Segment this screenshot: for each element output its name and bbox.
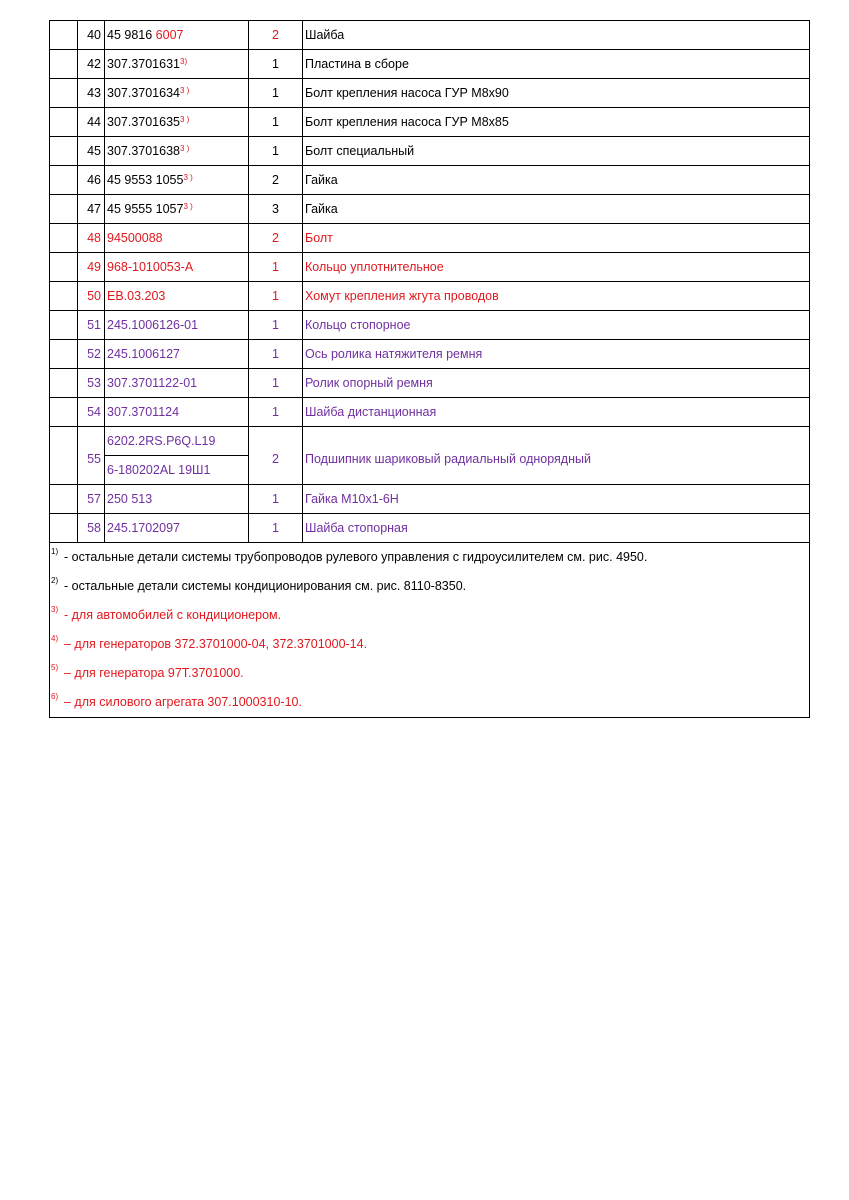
footnote-mark: 4) bbox=[51, 634, 59, 643]
spacer-cell bbox=[50, 108, 78, 137]
spacer-cell bbox=[50, 50, 78, 79]
footnote-text: – для генератора 97Т.3701000. bbox=[64, 666, 244, 680]
position-number: 58 bbox=[87, 521, 101, 535]
table-row bbox=[50, 369, 810, 398]
position-number: 55 bbox=[87, 451, 101, 466]
position-cell bbox=[78, 485, 105, 514]
table-row bbox=[50, 398, 810, 427]
quantity-cell: 1 bbox=[249, 137, 303, 166]
footnote-text: - остальные детали системы кондиционирования см. рис. 8110-8350. bbox=[64, 579, 467, 593]
part-number-cell bbox=[105, 50, 249, 79]
table-row bbox=[50, 282, 810, 311]
table-row bbox=[50, 485, 810, 514]
footnote-text: – для силового агрегата 307.1000310-10. bbox=[64, 695, 302, 709]
spacer-cell bbox=[50, 195, 78, 224]
position-cell bbox=[78, 79, 105, 108]
position-cell bbox=[78, 21, 105, 50]
parts-table bbox=[49, 20, 810, 543]
part-number-cell bbox=[105, 195, 249, 224]
part-number-cell bbox=[105, 108, 249, 137]
quantity-cell: 1 bbox=[249, 282, 303, 311]
part-number-cell: EB.03.203 bbox=[105, 282, 249, 311]
footnote-mark: 3 ) bbox=[180, 144, 190, 153]
position-number: 54 bbox=[87, 405, 101, 419]
part-number: 307.3701631 bbox=[107, 57, 180, 71]
footnote-mark: 2) bbox=[51, 576, 59, 585]
part-number-cell: 245.1006127 bbox=[105, 340, 249, 369]
footnote bbox=[50, 543, 809, 572]
footnote bbox=[50, 688, 809, 717]
position-number: 48 bbox=[87, 231, 101, 245]
quantity-cell: 1 bbox=[249, 311, 303, 340]
spacer-cell bbox=[50, 253, 78, 282]
position-cell bbox=[78, 195, 105, 224]
part-number-cell: 94500088 bbox=[105, 224, 249, 253]
table-row bbox=[50, 50, 810, 79]
part-number-suffix: 6007 bbox=[155, 28, 184, 42]
table-row bbox=[50, 311, 810, 340]
part-number-cell bbox=[105, 21, 249, 50]
quantity-cell: 2 bbox=[249, 21, 303, 50]
part-number-cell: 968-1010053-А bbox=[105, 253, 249, 282]
spacer-cell bbox=[50, 427, 78, 485]
footnote-text: - остальные детали системы трубопроводов рулевого управления с гидроусилителем см. рис. 4950. bbox=[64, 550, 648, 564]
part-name-cell: Гайка bbox=[303, 195, 810, 224]
part-name-cell: Кольцо уплотнительное bbox=[303, 253, 810, 282]
part-number-cell: 250 513 bbox=[105, 485, 249, 514]
part-number: 307.3701635 bbox=[107, 115, 180, 129]
spacer-cell bbox=[50, 311, 78, 340]
footnote-mark: 3 ) bbox=[183, 202, 193, 211]
position-number: 50 bbox=[87, 289, 101, 303]
spacer-cell bbox=[50, 79, 78, 108]
quantity-cell: 1 bbox=[249, 253, 303, 282]
position-cell bbox=[78, 311, 105, 340]
footnote-mark: 5) bbox=[51, 663, 59, 672]
part-number-cell: 307.3701124 bbox=[105, 398, 249, 427]
position-number: 40 bbox=[87, 28, 101, 42]
part-number: 307.3701638 bbox=[107, 144, 180, 158]
footnote bbox=[50, 601, 809, 630]
footnote-mark: 6) bbox=[51, 692, 59, 701]
position-cell bbox=[78, 340, 105, 369]
position-number: 53 bbox=[87, 376, 101, 390]
spacer-cell bbox=[50, 485, 78, 514]
footnote-mark: 3 ) bbox=[180, 115, 190, 124]
part-number: 45 9816 bbox=[107, 28, 156, 42]
part-number-cell bbox=[105, 166, 249, 195]
part-name-cell: Болт крепления насоса ГУР М8х90 bbox=[303, 79, 810, 108]
position-number: 43 bbox=[87, 86, 101, 100]
part-name-cell: Гайка М10х1-6Н bbox=[303, 485, 810, 514]
footnote-mark: 1) bbox=[51, 547, 59, 556]
spacer-cell bbox=[50, 282, 78, 311]
footnote-mark: 3 ) bbox=[180, 86, 190, 95]
part-name-cell: Ролик опорный ремня bbox=[303, 369, 810, 398]
part-name-cell: Болт специальный bbox=[303, 137, 810, 166]
part-name-cell: Ось ролика натяжителя ремня bbox=[303, 340, 810, 369]
spacer-cell bbox=[50, 137, 78, 166]
footnote-mark: 3 ) bbox=[183, 173, 193, 182]
quantity-cell: 1 bbox=[249, 79, 303, 108]
position-number: 51 bbox=[87, 318, 101, 332]
quantity-cell: 2 bbox=[249, 427, 303, 485]
position-number: 42 bbox=[87, 57, 101, 71]
table-row bbox=[50, 340, 810, 369]
footnotes bbox=[49, 543, 810, 718]
position-number: 44 bbox=[87, 115, 101, 129]
part-number-cell: 245.1006126-01 bbox=[105, 311, 249, 340]
part-number: 45 9555 1057 bbox=[107, 202, 184, 216]
position-cell bbox=[78, 108, 105, 137]
position-cell bbox=[78, 369, 105, 398]
part-name-cell: Гайка bbox=[303, 166, 810, 195]
quantity-cell: 1 bbox=[249, 485, 303, 514]
footnote bbox=[50, 659, 809, 688]
quantity-cell: 1 bbox=[249, 369, 303, 398]
position-number: 52 bbox=[87, 347, 101, 361]
spacer-cell bbox=[50, 224, 78, 253]
part-name-cell: Кольцо стопорное bbox=[303, 311, 810, 340]
position-cell bbox=[78, 282, 105, 311]
table-row bbox=[50, 427, 810, 456]
position-cell bbox=[78, 253, 105, 282]
position-cell bbox=[78, 166, 105, 195]
spacer-cell bbox=[50, 21, 78, 50]
part-name-cell: Шайба bbox=[303, 21, 810, 50]
part-number-cell bbox=[105, 79, 249, 108]
quantity-cell: 2 bbox=[249, 166, 303, 195]
part-name-cell: Хомут крепления жгута проводов bbox=[303, 282, 810, 311]
part-number-cell: 245.1702097 bbox=[105, 514, 249, 543]
position-cell bbox=[78, 50, 105, 79]
part-number-cell: 6-180202AL 19Ш1 bbox=[105, 456, 249, 485]
part-name-cell: Пластина в сборе bbox=[303, 50, 810, 79]
table-row bbox=[50, 195, 810, 224]
part-number-cell: 307.3701122-01 bbox=[105, 369, 249, 398]
position-cell bbox=[78, 224, 105, 253]
footnote bbox=[50, 572, 809, 601]
position-cell bbox=[78, 514, 105, 543]
table-row bbox=[50, 21, 810, 50]
part-number-cell bbox=[105, 137, 249, 166]
position-number: 57 bbox=[87, 492, 101, 506]
part-number: 45 9553 1055 bbox=[107, 173, 184, 187]
parts-sheet bbox=[49, 20, 810, 718]
position-cell bbox=[78, 398, 105, 427]
position-number: 46 bbox=[87, 173, 101, 187]
quantity-cell: 1 bbox=[249, 398, 303, 427]
spacer-cell bbox=[50, 398, 78, 427]
quantity-cell: 1 bbox=[249, 108, 303, 137]
part-number-cell: 6202.2RS.P6Q.L19 bbox=[105, 427, 249, 456]
part-name-cell: Шайба дистанционная bbox=[303, 398, 810, 427]
position-cell bbox=[78, 427, 105, 485]
part-name-cell: Подшипник шариковый радиальный однорядный bbox=[303, 427, 810, 485]
table-row bbox=[50, 137, 810, 166]
part-name-cell: Шайба стопорная bbox=[303, 514, 810, 543]
quantity-cell: 1 bbox=[249, 514, 303, 543]
spacer-cell bbox=[50, 340, 78, 369]
position-cell bbox=[78, 137, 105, 166]
table-row bbox=[50, 166, 810, 195]
footnote-mark: 3) bbox=[51, 605, 59, 614]
part-name-cell: Болт bbox=[303, 224, 810, 253]
table-row bbox=[50, 253, 810, 282]
part-name-cell: Болт крепления насоса ГУР М8х85 bbox=[303, 108, 810, 137]
quantity-cell: 3 bbox=[249, 195, 303, 224]
quantity-cell: 1 bbox=[249, 340, 303, 369]
table-row bbox=[50, 224, 810, 253]
spacer-cell bbox=[50, 166, 78, 195]
table-row bbox=[50, 108, 810, 137]
footnote bbox=[50, 630, 809, 659]
position-number: 47 bbox=[87, 202, 101, 216]
footnote-text: - для автомобилей с кондиционером. bbox=[64, 608, 282, 622]
table-row bbox=[50, 79, 810, 108]
spacer-cell bbox=[50, 514, 78, 543]
part-number: 307.3701634 bbox=[107, 86, 180, 100]
footnote-mark: 3) bbox=[180, 57, 188, 66]
table-row bbox=[50, 514, 810, 543]
quantity-cell: 1 bbox=[249, 50, 303, 79]
spacer-cell bbox=[50, 369, 78, 398]
footnote-text: – для генераторов 372.3701000-04, 372.3701000-14. bbox=[64, 637, 368, 651]
position-number: 49 bbox=[87, 260, 101, 274]
quantity-cell: 2 bbox=[249, 224, 303, 253]
position-number: 45 bbox=[87, 144, 101, 158]
